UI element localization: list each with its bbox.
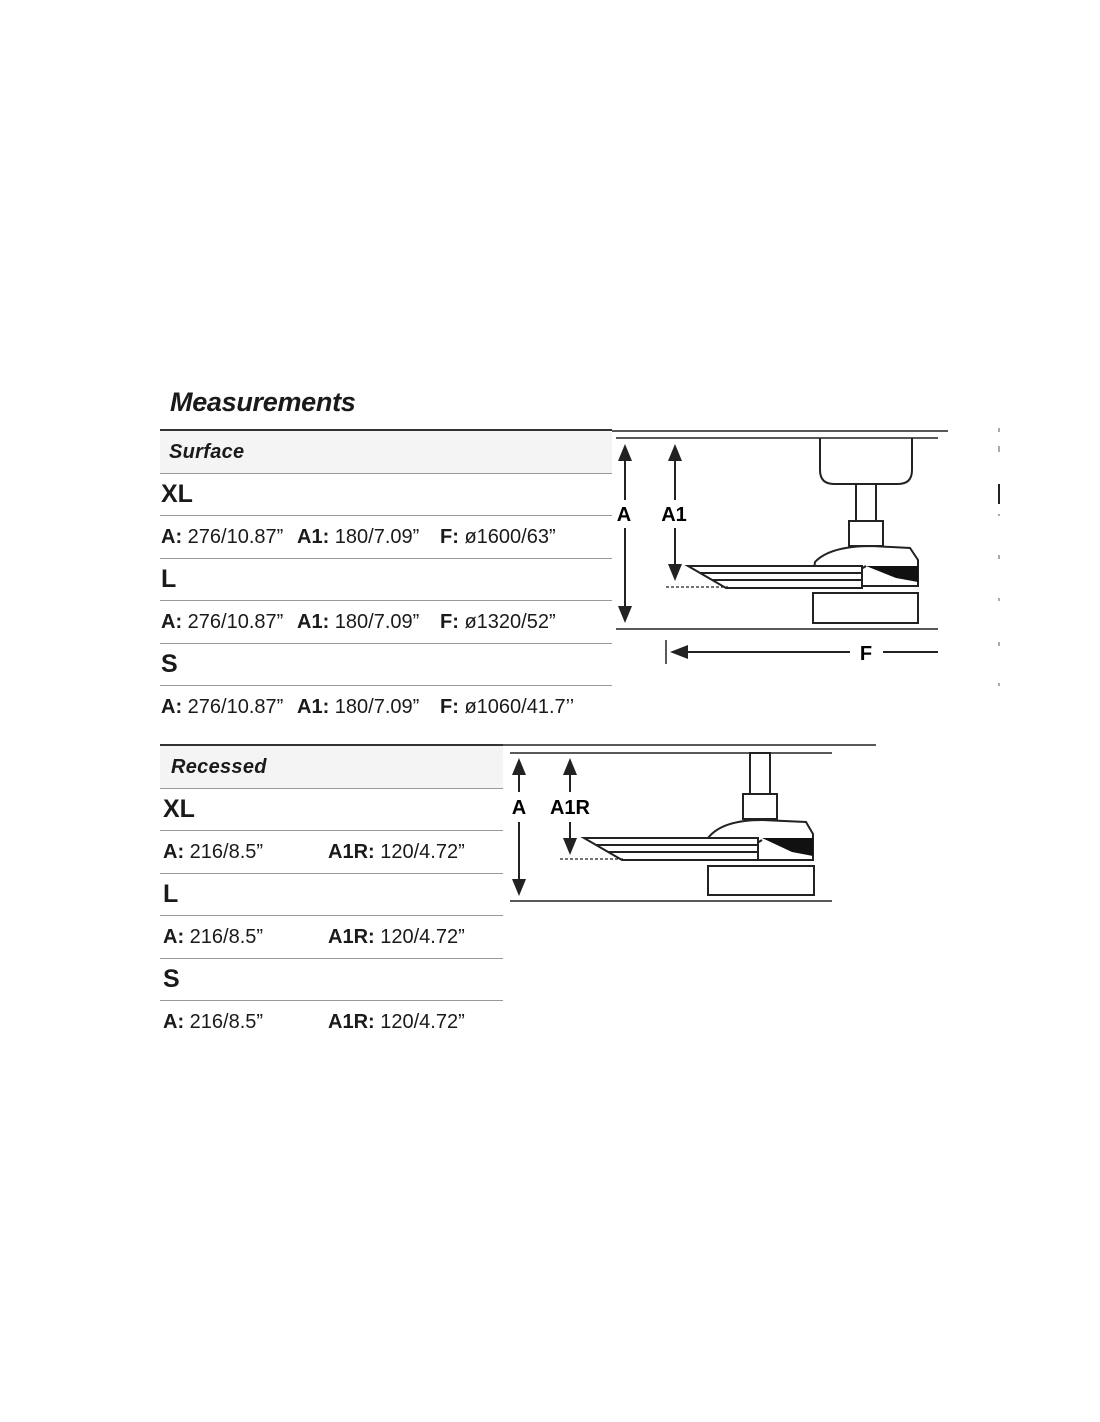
dim-a1-label: A1:: [297, 610, 330, 633]
dim-a1r-value: 120/4.72”: [380, 840, 465, 863]
surface-dims-xl: [160, 516, 612, 559]
recessed-heading: Recessed: [160, 744, 503, 789]
dim-f-value: ø1060/41.7’’: [464, 696, 575, 718]
surface-size-l: L: [160, 559, 612, 601]
recessed-size-s: S: [160, 959, 503, 1001]
dim-a1-value: 180/7.09”: [334, 610, 420, 633]
dim-a-label: A:: [161, 610, 183, 633]
diagram-label-a: A: [616, 504, 632, 526]
dim-a1r-label: A1R:: [328, 840, 375, 863]
dim-a1-label: A1:: [297, 525, 330, 548]
dim-a-value: 276/10.87”: [187, 696, 284, 718]
dim-a1r-value: 120/4.72”: [380, 925, 465, 948]
dim-a1r-value: 120/4.72”: [380, 1011, 465, 1033]
dim-a-label: A:: [163, 1011, 185, 1033]
surface-heading: Surface: [160, 429, 612, 474]
dim-a1r-label: A1R:: [328, 925, 375, 948]
page-title: Measurements: [170, 387, 356, 417]
recessed-dims-s: [160, 1001, 503, 1044]
dim-f-label: F:: [440, 525, 459, 548]
dim-f-label: F:: [440, 696, 459, 718]
surface-size-s: S: [160, 644, 612, 686]
diagram-label-f: F: [859, 643, 873, 665]
dim-a-value: 216/8.5”: [189, 925, 264, 948]
recessed-diagram: [500, 735, 900, 915]
dim-f-value: ø1600/63”: [464, 525, 556, 548]
surface-diagram: [600, 420, 1100, 690]
diagram-label-a1: A1: [661, 504, 687, 526]
recessed-size-l: L: [160, 874, 503, 916]
dim-a-value: 276/10.87”: [187, 525, 284, 548]
recessed-size-xl: XL: [160, 789, 503, 831]
surface-table: [160, 429, 612, 729]
dim-a-value: 276/10.87”: [187, 610, 284, 633]
dim-a1-value: 180/7.09”: [334, 525, 420, 548]
surface-dims-s: [160, 686, 612, 729]
dim-a1-value: 180/7.09”: [334, 696, 420, 718]
dim-f-value: ø1320/52”: [464, 610, 556, 633]
dim-a1r-label: A1R:: [328, 1011, 375, 1033]
dim-a-label: A:: [161, 525, 183, 548]
dim-a1-label: A1:: [297, 696, 330, 718]
surface-size-xl: XL: [160, 474, 612, 516]
dim-a-label: A:: [161, 696, 183, 718]
dim-a-value: 216/8.5”: [189, 1011, 264, 1033]
dim-a-value: 216/8.5”: [189, 840, 264, 863]
dim-a-label: A:: [163, 840, 185, 863]
diagram-label-a: A: [511, 797, 527, 819]
dim-a-label: A:: [163, 925, 185, 948]
recessed-table: [160, 744, 503, 1044]
dim-f-label: F:: [440, 610, 459, 633]
surface-dims-l: [160, 601, 612, 644]
diagram-label-a1r: A1R: [549, 797, 591, 819]
recessed-dims-xl: [160, 831, 503, 874]
recessed-dims-l: [160, 916, 503, 959]
